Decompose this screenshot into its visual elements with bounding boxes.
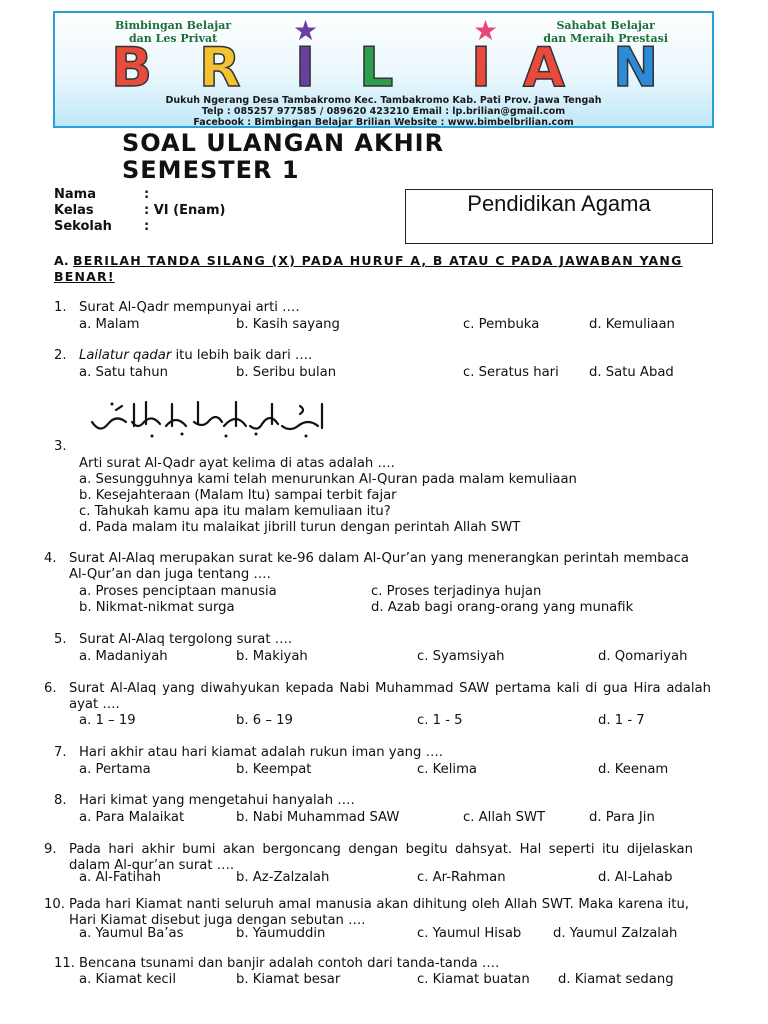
title-line-1: SOAL ULANGAN AKHIR [122, 129, 445, 157]
answer-option[interactable]: b. Kasih sayang [236, 317, 340, 332]
question-number: 4. [44, 551, 57, 566]
star-icon: ★ [293, 14, 319, 47]
address: Dukuh Ngerang Desa Tambakromo Kec. Tambakromo Kab. Pati Prov. Jawa Tengah [165, 95, 602, 106]
question-term: Lailatur qadar [79, 348, 172, 363]
answer-option[interactable]: b. Makiyah [236, 649, 308, 664]
answer-option[interactable]: c. Kiamat buatan [417, 972, 530, 987]
answer-option[interactable]: c. 1 - 5 [417, 713, 463, 728]
contact-info [55, 95, 712, 128]
page-title [122, 130, 444, 184]
logo-letter: I [471, 36, 492, 99]
answer-option[interactable]: d. Satu Abad [589, 365, 674, 380]
answer-option[interactable]: d. Kemuliaan [589, 317, 675, 332]
question-text: Surat Al-Alaq merupakan surat ke-96 dalam Al-Qur’an yang menerangkan perintah membaca Al-Qur’an dan juga tentang …. [69, 551, 689, 582]
answer-option[interactable]: d. 1 - 7 [598, 713, 645, 728]
answer-option[interactable]: d. Kiamat sedang [558, 972, 674, 987]
answer-option[interactable]: d. Keenam [598, 762, 669, 777]
question-number: 7. [54, 745, 67, 760]
question-text: Surat Al-Alaq tergolong surat …. [79, 632, 293, 647]
question-number: 1. [54, 300, 67, 315]
answer-option[interactable]: d. Pada malam itu malaikat jibrill turun dengan perintah Allah SWT [79, 520, 521, 535]
title-line-2: SEMESTER 1 [122, 156, 300, 184]
answer-option[interactable]: a. Pertama [79, 762, 151, 777]
question-number: 6. [44, 681, 57, 696]
answer-option[interactable]: c. Tahukah kamu apa itu malam kemuliaan itu? [79, 504, 391, 519]
arabic-verse-image [86, 396, 331, 442]
question-text: Surat Al-Qadr mempunyai arti …. [79, 300, 300, 315]
answer-option[interactable]: c. Kelima [417, 762, 477, 777]
logo-letter: B [111, 36, 153, 99]
question-number: 2. [54, 348, 67, 363]
logo-letter: R [199, 36, 241, 99]
logo-letter: N [613, 36, 659, 99]
question-text: Hari akhir atau hari kiamat adalah rukun iman yang …. [79, 745, 443, 760]
field-kelas: Kelas : VI (Enam) [54, 203, 226, 218]
answer-option[interactable]: b. Keempat [236, 762, 312, 777]
question-text: Hari kimat yang mengetahui hanyalah …. [79, 793, 355, 808]
field-sekolah: Sekolah : [54, 219, 150, 234]
answer-option[interactable]: d. Yaumul Zalzalah [553, 926, 678, 941]
subject-box: Pendidikan Agama [405, 189, 713, 244]
answer-option[interactable]: a. 1 – 19 [79, 713, 136, 728]
header-banner [53, 11, 714, 128]
question-number: 8. [54, 793, 67, 808]
answer-option[interactable]: d. Azab bagi orang-orang yang munafik [371, 600, 634, 615]
answer-option[interactable]: a. Kiamat kecil [79, 972, 177, 987]
answer-option[interactable]: c. Pembuka [463, 317, 540, 332]
question-number: 9. [44, 842, 57, 857]
answer-option[interactable]: a. Para Malaikat [79, 810, 185, 825]
answer-option[interactable]: a. Sesungguhnya kami telah menurunkan Al-Quran pada malam kemuliaan [79, 472, 577, 487]
answer-option[interactable]: c. Proses terjadinya hujan [371, 584, 542, 599]
answer-option[interactable]: d. Al-Lahab [598, 870, 673, 885]
answer-option[interactable]: b. Yaumuddin [236, 926, 326, 941]
question-text: Bencana tsunami dan banjir adalah contoh dari tanda-tanda …. [79, 956, 500, 971]
question-text: Surat Al-Alaq yang diwahyukan kepada Nabi Muhammad SAW pertama kali di gua Hira adalah ayat …. [69, 681, 711, 712]
answer-option[interactable]: d. Qomariyah [598, 649, 688, 664]
question-number: 10. [44, 897, 65, 912]
answer-option[interactable]: c. Allah SWT [463, 810, 546, 825]
star-icon: ★ [473, 14, 499, 47]
logo-letter: A [523, 36, 565, 99]
instruction: A. BERILAH TANDA SILANG (X) PADA HURUF A, B ATAU C PADA JAWABAN YANG BENAR! [54, 253, 683, 284]
answer-option[interactable]: a. Madaniyah [79, 649, 168, 664]
logo-letter: I [295, 36, 316, 99]
answer-option[interactable]: b. Nikmat-nikmat surga [79, 600, 235, 615]
question-number: 5. [54, 632, 67, 647]
field-nama: Nama : [54, 187, 150, 202]
answer-option[interactable]: b. Az-Zalzalah [236, 870, 330, 885]
question-text: Lailatur qadar itu lebih baik dari …. [79, 348, 313, 363]
question-text: Pada hari Kiamat nanti seluruh amal manusia akan dihitung oleh Allah SWT. Maka karena itu, Hari Kiamat disebut juga dengan sebutan …. [69, 897, 689, 928]
answer-option[interactable]: c. Syamsiyah [417, 649, 505, 664]
answer-option[interactable]: c. Seratus hari [463, 365, 559, 380]
phone-email: Telp : 085257 977585 / 089620 423210 Email : lp.brilian@gmail.com [201, 106, 566, 117]
answer-option[interactable]: c. Ar-Rahman [417, 870, 506, 885]
logo-letter: L [359, 36, 394, 99]
answer-option[interactable]: a. Yaumul Ba’as [79, 926, 184, 941]
student-identity [54, 187, 226, 235]
answer-option[interactable]: b. Kiamat besar [236, 972, 341, 987]
answer-option[interactable]: a. Al-Fatihah [79, 870, 161, 885]
answer-option[interactable]: a. Malam [79, 317, 140, 332]
instruction-text: BERILAH TANDA SILANG (X) PADA HURUF A, B ATAU C PADA JAWABAN YANG BENAR! [54, 253, 683, 284]
answer-option[interactable]: a. Satu tahun [79, 365, 168, 380]
question-number: 11. [54, 956, 75, 971]
answer-option[interactable]: b. 6 – 19 [236, 713, 293, 728]
answer-option[interactable]: a. Proses penciptaan manusia [79, 584, 277, 599]
question-number: 3. [54, 439, 67, 454]
question-text: Pada hari akhir bumi akan bergoncang dengan begitu dahsyat. Hal seperti itu dijelaskan dalam Al-qur’an surat …. [69, 842, 693, 873]
answer-option[interactable]: c. Yaumul Hisab [417, 926, 522, 941]
brilian-logo [103, 36, 673, 99]
answer-option[interactable]: b. Seribu bulan [236, 365, 337, 380]
social-website: Facebook : Bimbingan Belajar Brilian Website : www.bimbelbrilian.com [193, 117, 574, 128]
answer-option[interactable]: b. Kesejahteraan (Malam Itu) sampai terbit fajar [79, 488, 397, 503]
question-text: Arti surat Al-Qadr ayat kelima di atas adalah …. [79, 456, 395, 471]
tagline-left: Bimbingan Belajar dan Les Privat [115, 19, 232, 45]
answer-option[interactable]: b. Nabi Muhammad SAW [236, 810, 400, 825]
tagline-right: Sahabat Belajar dan Meraih Prestasi [543, 19, 668, 45]
answer-option[interactable]: d. Para Jin [589, 810, 655, 825]
